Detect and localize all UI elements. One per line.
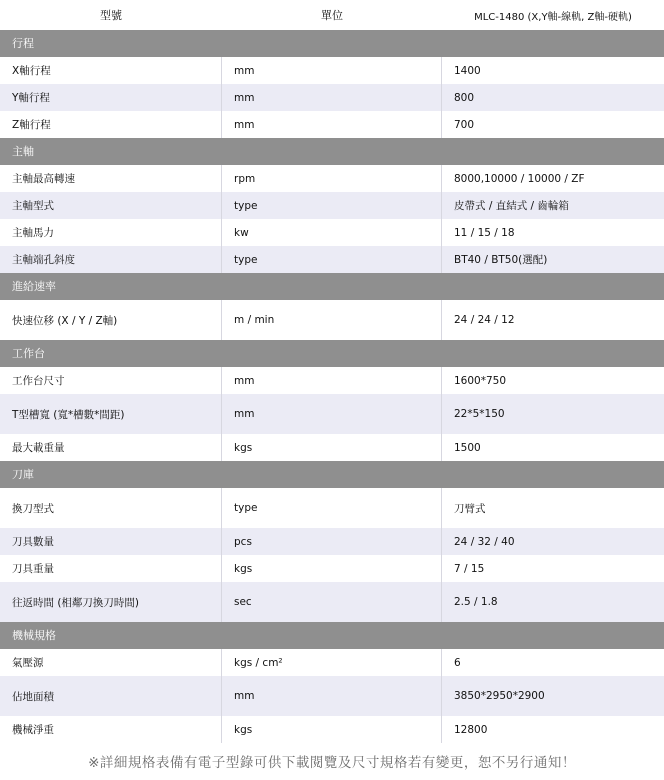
footer-note: ※詳細規格表備有電子型錄可供下載閱覽及尺寸規格若有變更，恕不另行通知！ xyxy=(88,755,576,771)
spec-unit: type xyxy=(222,192,442,219)
spec-unit: mm xyxy=(222,394,442,434)
header-model-label: 型號 xyxy=(100,9,122,22)
spec-unit: type xyxy=(222,246,442,273)
table-row xyxy=(0,528,664,555)
table-row xyxy=(0,219,664,246)
spec-item: 主軸型式 xyxy=(0,192,222,219)
table-row xyxy=(0,165,664,192)
spec-value: 700 xyxy=(454,118,475,131)
spec-unit: mm xyxy=(222,111,442,138)
spec-value: BT40 / BT50(選配) xyxy=(454,254,548,266)
spec-value: 1500 xyxy=(454,441,481,454)
spec-unit: kgs xyxy=(222,555,442,582)
spec-item: Y軸行程 xyxy=(0,84,222,111)
spec-unit: kgs xyxy=(222,716,442,743)
spec-value: 12800 xyxy=(454,723,488,736)
spec-item: 快速位移 (X / Y / Z軸) xyxy=(0,300,222,340)
spec-unit: m / min xyxy=(222,300,442,340)
spec-unit: kgs / cm² xyxy=(222,649,442,676)
section-header: 主軸 xyxy=(0,138,664,165)
table-row xyxy=(0,555,664,582)
table-row xyxy=(0,716,664,743)
spec-item: 工作台尺寸 xyxy=(0,367,222,394)
spec-value: 24 / 24 / 12 xyxy=(454,314,515,326)
section-header: 工作台 xyxy=(0,340,664,367)
spec-value: 7 / 15 xyxy=(454,562,485,575)
table-row xyxy=(0,300,664,340)
spec-unit: rpm xyxy=(222,165,442,192)
spec-item: 主軸端孔斜度 xyxy=(0,246,222,273)
table-row xyxy=(0,367,664,394)
spec-item: 刀具數量 xyxy=(0,528,222,555)
section-header: 行程 xyxy=(0,30,664,57)
spec-unit: type xyxy=(222,488,442,528)
spec-value: 800 xyxy=(454,91,475,104)
table-row xyxy=(0,84,664,111)
spec-value: 11 / 15 / 18 xyxy=(454,226,515,239)
spec-value: 刀臂式 xyxy=(454,502,486,515)
spec-unit: mm xyxy=(222,676,442,716)
spec-item: T型槽寬 (寬*槽數*間距) xyxy=(0,394,222,434)
spec-item: Z軸行程 xyxy=(0,111,222,138)
spec-item: 主軸馬力 xyxy=(0,219,222,246)
section-header: 機械規格 xyxy=(0,622,664,649)
table-row xyxy=(0,246,664,273)
header-model-value: MLC-1480 (X,Y軸-線軌, Z軸-硬軌) xyxy=(474,11,632,23)
spec-value: 1600*750 xyxy=(454,374,507,387)
section-header: 進給速率 xyxy=(0,273,664,300)
spec-item: 最大載重量 xyxy=(0,434,222,461)
spec-unit: pcs xyxy=(222,528,442,555)
spec-unit: kgs xyxy=(222,434,442,461)
spec-unit: kw xyxy=(222,219,442,246)
spec-item: 主軸最高轉速 xyxy=(0,165,222,192)
spec-item: 氣壓源 xyxy=(0,649,222,676)
spec-unit: mm xyxy=(222,84,442,111)
spec-value: 2.5 / 1.8 xyxy=(454,596,498,608)
table-row xyxy=(0,111,664,138)
table-row xyxy=(0,488,664,528)
header-unit-label: 單位 xyxy=(321,9,343,22)
spec-item: 機械淨重 xyxy=(0,716,222,743)
table-row xyxy=(0,394,664,434)
spec-item: 往返時間 (相鄰刀換刀時間) xyxy=(0,582,222,622)
table-row xyxy=(0,192,664,219)
spec-value: 皮帶式 / 直結式 / 齒輪箱 xyxy=(454,200,569,212)
table-row xyxy=(0,676,664,716)
spec-unit: sec xyxy=(222,582,442,622)
spec-item: X軸行程 xyxy=(0,57,222,84)
section-header: 刀庫 xyxy=(0,461,664,488)
table-header xyxy=(0,0,664,30)
spec-unit: mm xyxy=(222,367,442,394)
spec-unit: mm xyxy=(222,57,442,84)
table-row xyxy=(0,434,664,461)
spec-value: 3850*2950*2900 xyxy=(454,690,545,702)
spec-item: 換刀型式 xyxy=(0,488,222,528)
spec-item: 刀具重量 xyxy=(0,555,222,582)
table-row xyxy=(0,649,664,676)
spec-value: 6 xyxy=(454,656,461,669)
table-row xyxy=(0,57,664,84)
spec-sections xyxy=(0,30,664,743)
table-row xyxy=(0,582,664,622)
spec-value: 22*5*150 xyxy=(454,408,505,420)
spec-item: 佔地面積 xyxy=(0,676,222,716)
spec-value: 8000,10000 / 10000 / ZF xyxy=(454,172,585,185)
spec-value: 1400 xyxy=(454,64,481,77)
spec-value: 24 / 32 / 40 xyxy=(454,535,515,548)
